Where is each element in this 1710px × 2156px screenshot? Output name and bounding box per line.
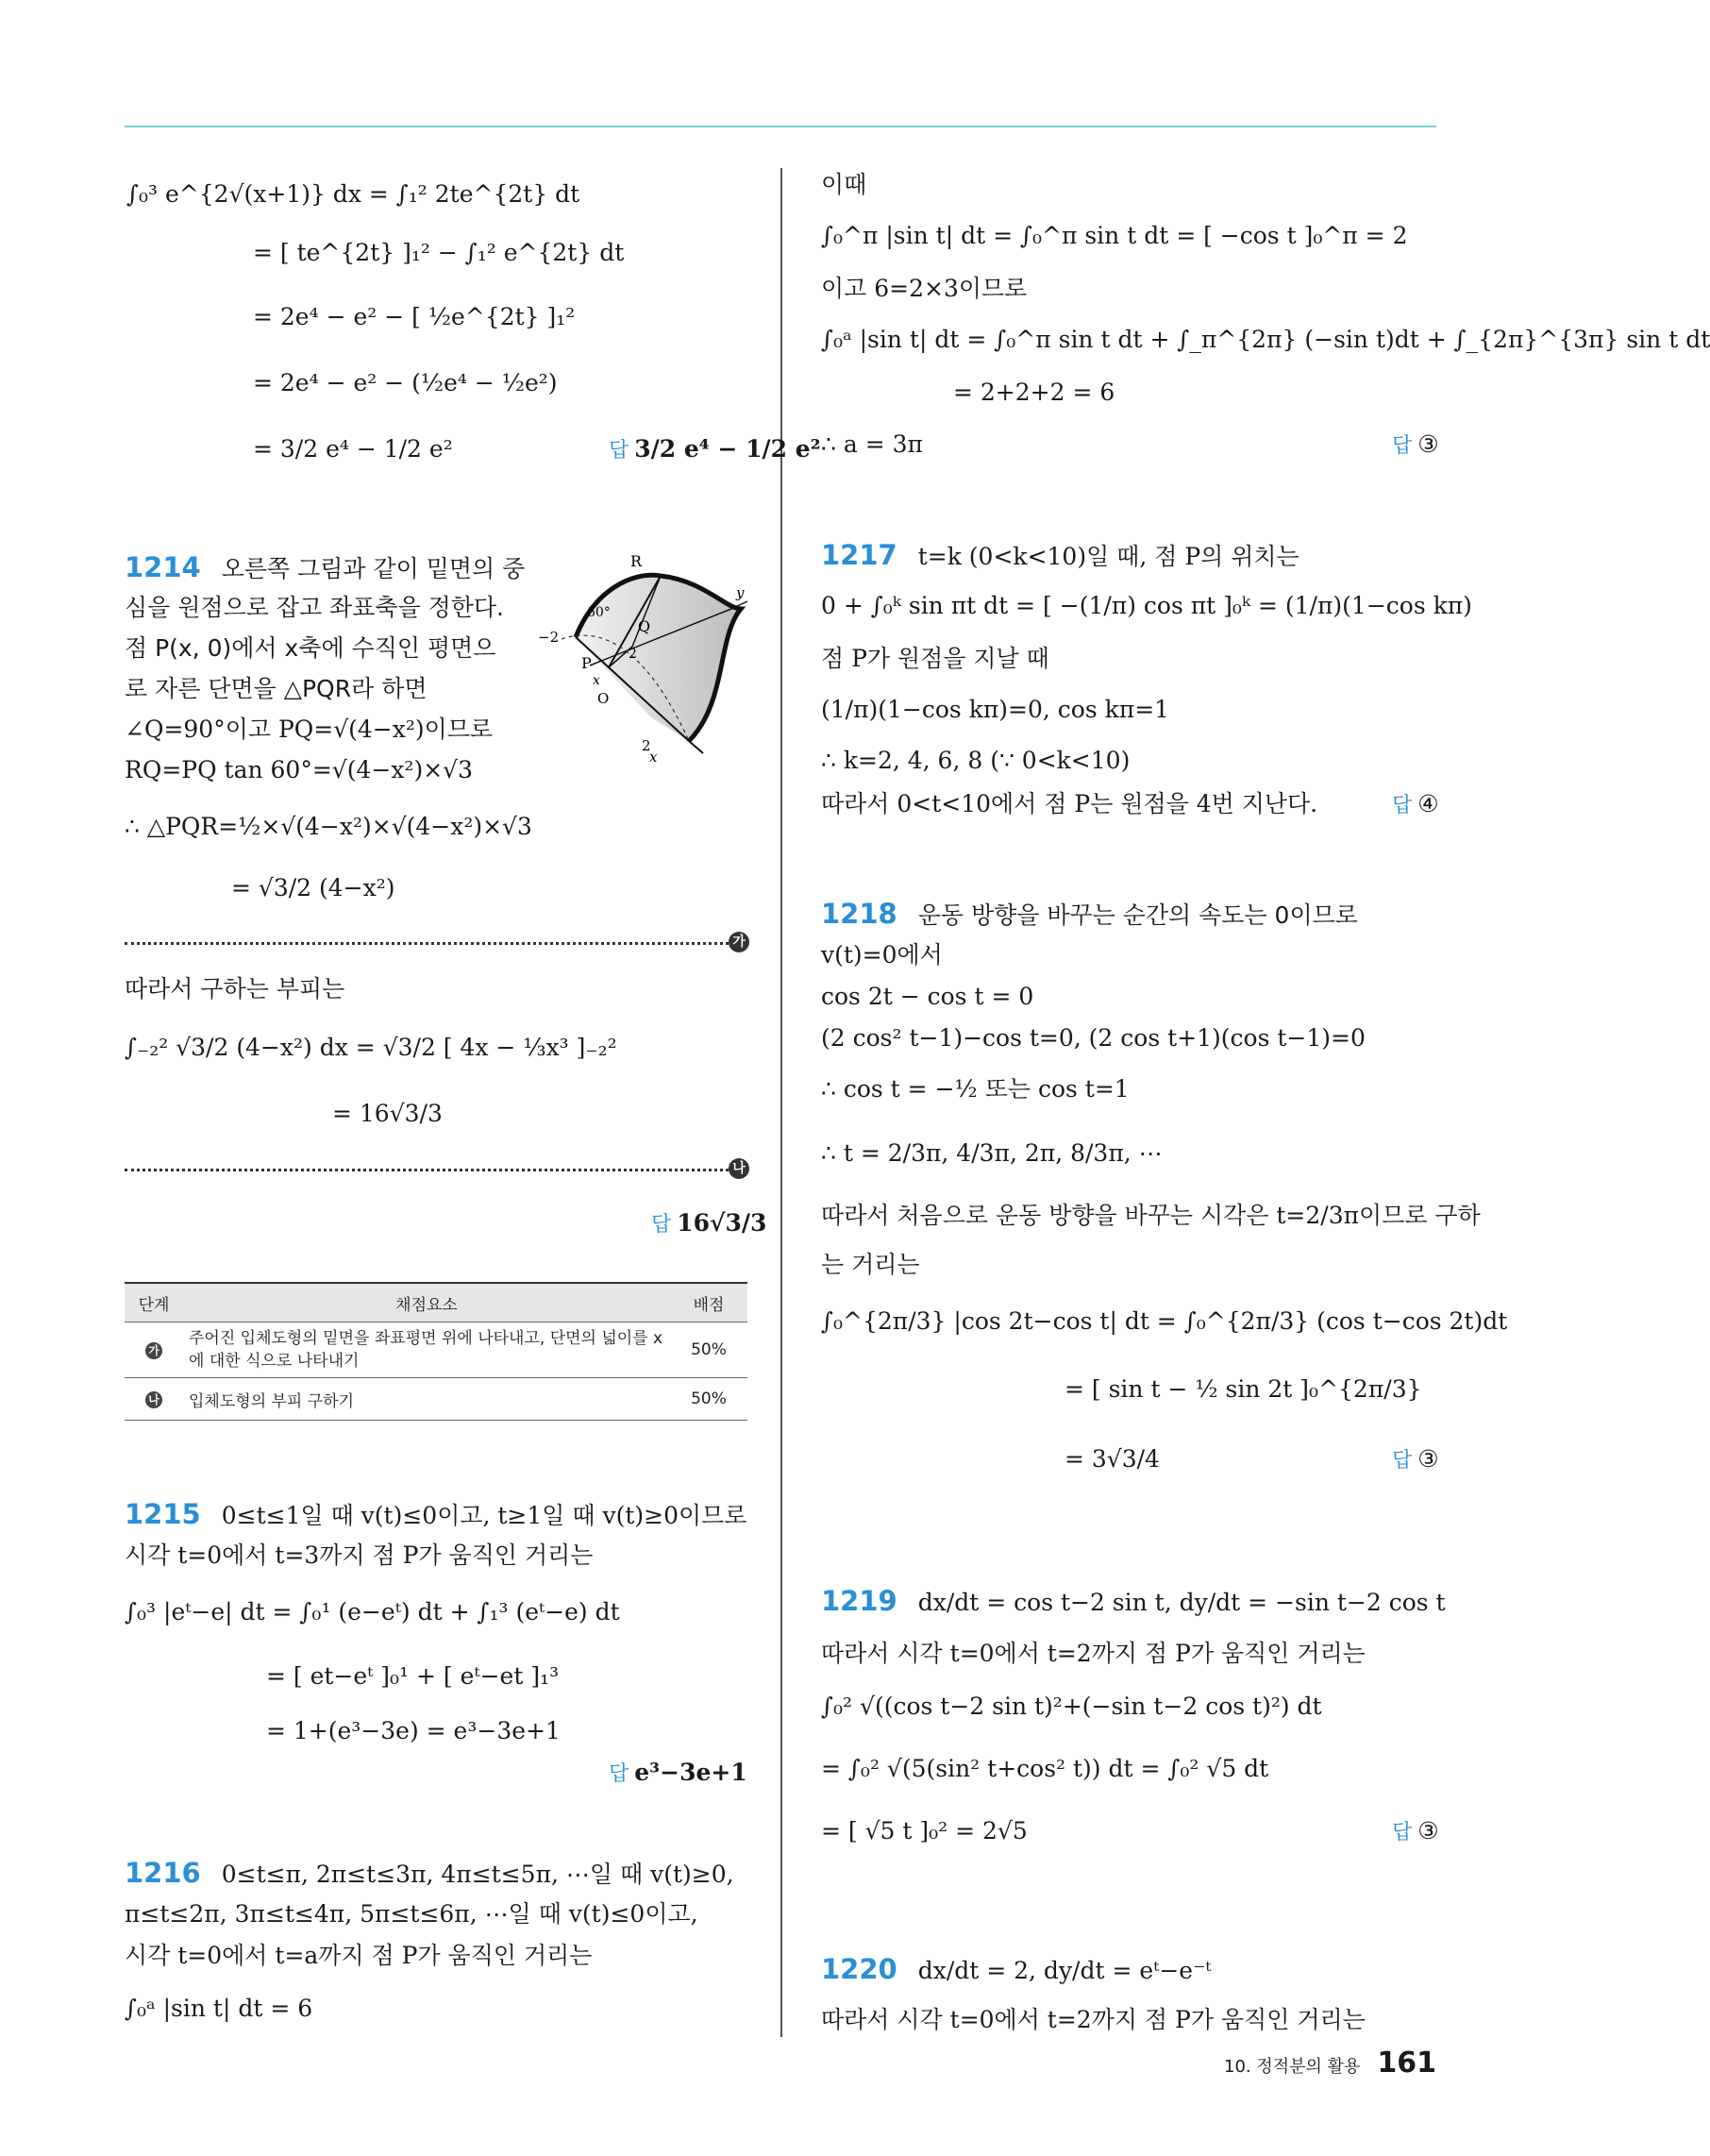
p1219-line-1: dx/dt = cos t−2 sin t, dy/dt = −sin t−2 cos t	[917, 1589, 1446, 1616]
p1218-line-5: ∴ cos t = −½ 또는 cos t=1	[821, 1075, 1130, 1103]
p1217-line-3: 점 P가 원점을 지날 때	[821, 645, 1049, 672]
answer-label: 답	[1392, 434, 1413, 458]
fig-label-x-axis: x	[649, 749, 658, 766]
row-step-cell	[125, 1378, 183, 1421]
p1218-line-10: = [ sin t − ½ sin 2t ]₀^{2π/3}	[1065, 1375, 1422, 1403]
fig-label-q: Q	[638, 617, 651, 635]
p1217-line-2: 0 + ∫₀ᵏ sin πt dt = [ −(1/π) cos πt ]₀ᵏ = (1/π)(1−cos kπ)	[821, 592, 1472, 619]
p1217-line-1: t=k (0<k<10)일 때, 점 P의 위치는	[917, 543, 1299, 570]
p1214-solid-figure	[538, 552, 750, 765]
p1218-line-8: 는 거리는	[821, 1251, 920, 1278]
p1214-line-3: 점 P(x, 0)에서 x축에 수직인 평면으	[125, 634, 496, 662]
p1216b-line-2: ∫₀^π |sin t| dt = ∫₀^π sin t dt = [ −cos t ]₀^π = 2	[821, 222, 1408, 249]
p1219-line-2: 따라서 시각 t=0에서 t=2까지 점 P가 움직인 거리는	[821, 1640, 1366, 1667]
top-rule	[125, 126, 1436, 127]
row-step-cell	[125, 1322, 183, 1378]
p1214-line-2: 심을 원점으로 잡고 좌표축을 정한다.	[125, 594, 504, 621]
fig-label-minus2: −2	[538, 629, 560, 646]
p1214-line-11: = 16√3/3	[332, 1100, 443, 1127]
p1218-line-7: 따라서 처음으로 운동 방향을 바꾸는 시각은 t=2/3π이므로 구하	[821, 1202, 1481, 1229]
row-step-badge: 나	[145, 1391, 162, 1408]
p1213-line-2: = [ te^{2t} ]₁² − ∫₁² e^{2t} dt	[253, 239, 625, 266]
marker-a-badge: 가	[729, 932, 749, 952]
p1215-line-2: 시각 t=0에서 t=3까지 점 P가 움직인 거리는	[125, 1541, 594, 1569]
p1220-first-line	[821, 1954, 1211, 1986]
p1218-line-1: 운동 방향을 바꾸는 순간의 속도는 0이므로	[917, 901, 1358, 929]
header-step: 단계	[125, 1283, 183, 1322]
p1220-line-2: 따라서 시각 t=0에서 t=2까지 점 P가 움직인 거리는	[821, 2006, 1366, 2033]
p1216b-line-5: = 2+2+2 = 6	[953, 379, 1115, 406]
p1217-line-4: (1/π)(1−cos kπ)=0, cos kπ=1	[821, 696, 1170, 723]
fig-label-60deg: 60°	[587, 605, 611, 620]
p1216-line-1: 0≤t≤π, 2π≤t≤3π, 4π≤t≤5π, ⋯일 때 v(t)≥0,	[221, 1861, 734, 1888]
dotted-separator-a	[125, 942, 729, 945]
scoring-table	[125, 1282, 747, 1421]
p1218-answer-value: ③	[1417, 1445, 1439, 1473]
fig-label-p: P	[581, 654, 592, 672]
p1217-first-line	[821, 540, 1299, 572]
p1216b-line-1: 이때	[821, 171, 867, 198]
p1216-number: 1216	[125, 1857, 201, 1889]
p1216b-line-4: ∫₀ᵃ |sin t| dt = ∫₀^π sin t dt + ∫_π^{2π} (−sin t)dt + ∫_{2π}^{3π} sin t dt	[821, 326, 1710, 353]
p1214-line-7: ∴ △PQR=½×√(4−x²)×√(4−x²)×√3	[125, 813, 532, 840]
scoring-table-header	[125, 1283, 747, 1322]
p1219-number: 1219	[821, 1585, 897, 1617]
p1215-line-3: ∫₀³ |eᵗ−e| dt = ∫₀¹ (e−eᵗ) dt + ∫₁³ (eᵗ−e) dt	[125, 1598, 620, 1625]
p1217-line-5: ∴ k=2, 4, 6, 8 (∵ 0<k<10)	[821, 747, 1131, 774]
p1216-answer-value: ③	[1417, 430, 1439, 458]
p1217-answer	[1392, 789, 1439, 821]
p1214-answer-value: 16√3/3	[677, 1209, 767, 1237]
p1219-line-4: = ∫₀² √(5(sin² t+cos² t)) dt = ∫₀² √5 dt	[821, 1755, 1269, 1782]
p1216-line-4: ∫₀ᵃ |sin t| dt = 6	[125, 1995, 313, 2022]
table-row	[125, 1322, 747, 1378]
p1213-line-5: = 3/2 e⁴ − 1/2 e²	[253, 435, 453, 463]
p1216b-line-3: 이고 6=2×3이므로	[821, 275, 1028, 302]
p1218-answer	[1392, 1444, 1439, 1476]
p1218-line-9: ∫₀^{2π/3} |cos 2t−cos t| dt = ∫₀^{2π/3} (cos t−cos 2t)dt	[821, 1307, 1508, 1335]
p1215-line-5: = 1+(e³−3e) = e³−3e+1	[266, 1717, 561, 1744]
answer-label: 답	[1392, 794, 1413, 817]
header-item: 채점요소	[183, 1283, 670, 1322]
p1218-line-11: = 3√3/4	[1065, 1445, 1160, 1473]
p1218-line-4: (2 cos² t−1)−cos t=0, (2 cos t+1)(cos t−1)=0	[821, 1024, 1366, 1052]
p1214-number: 1214	[125, 551, 201, 583]
p1220-line-1: dx/dt = 2, dy/dt = eᵗ−e⁻ᵗ	[917, 1957, 1212, 1984]
row-points-cell: 50%	[670, 1378, 747, 1421]
answer-label: 답	[651, 1213, 672, 1237]
p1214-line-1: 오른쪽 그림과 같이 밑면의 중	[221, 555, 526, 582]
p1215-first-line	[125, 1499, 746, 1531]
p1214-line-10: ∫₋₂² √3/2 (4−x²) dx = √3/2 [ 4x − ⅓x³ ]₋₂²	[125, 1034, 617, 1061]
fig-label-2-mid: 2	[629, 647, 637, 662]
fig-label-r: R	[630, 552, 643, 570]
p1216-line-2: π≤t≤2π, 3π≤t≤4π, 5π≤t≤6π, ⋯일 때 v(t)≤0이고,	[125, 1900, 698, 1928]
fig-label-o: O	[597, 690, 610, 707]
p1214-first-line	[125, 552, 525, 584]
p1214-line-6: RQ=PQ tan 60°=√(4−x²)×√3	[125, 756, 473, 783]
p1216-answer	[1392, 430, 1439, 462]
row-step-badge: 가	[145, 1342, 162, 1359]
marker-b-badge: 나	[729, 1158, 749, 1179]
header-points: 배점	[670, 1283, 747, 1322]
p1216-first-line	[125, 1858, 734, 1890]
page-footer	[1224, 2047, 1436, 2080]
answer-label: 답	[609, 1762, 629, 1786]
answer-label: 답	[609, 439, 629, 463]
p1214-line-4: 로 자른 단면을 △PQR라 하면	[125, 675, 428, 702]
fig-label-x-small: x	[593, 673, 600, 688]
row-item-cell: 입체도형의 부피 구하기	[183, 1378, 670, 1421]
p1219-answer-value: ③	[1417, 1817, 1439, 1844]
fig-label-2-bottom: 2	[642, 737, 651, 754]
table-row	[125, 1378, 747, 1421]
p1220-number: 1220	[821, 1953, 897, 1985]
p1219-line-3: ∫₀² √((cos t−2 sin t)²+(−sin t−2 cos t)²) dt	[821, 1693, 1322, 1720]
p1215-line-4: = [ et−eᵗ ]₀¹ + [ eᵗ−et ]₁³	[266, 1662, 560, 1690]
p1218-line-6: ∴ t = 2/3π, 4/3π, 2π, 8/3π, ⋯	[821, 1139, 1163, 1167]
p1215-answer	[609, 1758, 747, 1790]
p1214-line-8: = √3/2 (4−x²)	[231, 874, 395, 901]
x-axis-arrow	[689, 741, 703, 753]
p1218-number: 1218	[821, 898, 897, 930]
p1213-line-1: ∫₀³ e^{2√(x+1)} dx = ∫₁² 2te^{2t} dt	[126, 180, 580, 208]
row-points-cell: 50%	[670, 1322, 747, 1378]
p1213-answer	[609, 434, 821, 466]
p1214-line-9: 따라서 구하는 부피는	[125, 975, 345, 1002]
p1217-line-6: 따라서 0<t<10에서 점 P는 원점을 4번 지난다.	[821, 790, 1318, 817]
dotted-separator-b	[125, 1169, 729, 1171]
p1215-line-1: 0≤t≤1일 때 v(t)≤0이고, t≥1일 때 v(t)≥0이므로	[221, 1502, 747, 1529]
p1217-answer-value: ④	[1417, 790, 1439, 817]
p1219-answer	[1392, 1816, 1439, 1848]
p1214-answer	[651, 1208, 766, 1240]
p1219-line-5: = [ √5 t ]₀² = 2√5	[821, 1817, 1028, 1844]
p1218-first-line	[821, 899, 1358, 931]
p1213-line-4: = 2e⁴ − e² − (½e⁴ − ½e²)	[253, 369, 558, 396]
p1218-line-2: v(t)=0에서	[821, 941, 943, 969]
p1219-first-line	[821, 1586, 1446, 1618]
answer-label: 답	[1392, 1449, 1413, 1473]
p1213-answer-value: 3/2 e⁴ − 1/2 e²	[634, 435, 821, 463]
p1217-number: 1217	[821, 539, 897, 571]
row-item-cell: 주어진 입체도형의 밑면을 좌표평면 위에 나타내고, 단면의 넓이를 x에 대한 식으로 나타내기	[183, 1322, 670, 1378]
fig-label-y: y	[736, 584, 745, 601]
p1215-number: 1215	[125, 1498, 201, 1530]
p1214-line-5: ∠Q=90°이고 PQ=√(4−x²)이므로	[125, 716, 494, 743]
p1218-line-3: cos 2t − cos t = 0	[821, 983, 1034, 1010]
p1216-line-3: 시각 t=0에서 t=a까지 점 P가 움직인 거리는	[125, 1942, 593, 1969]
page-number: 161	[1377, 2047, 1436, 2080]
chapter-title: 10. 정적분의 활용	[1224, 2057, 1361, 2077]
p1213-line-3: = 2e⁴ − e² − [ ½e^{2t} ]₁²	[253, 303, 576, 330]
p1216b-line-6: ∴ a = 3π	[821, 430, 923, 458]
answer-label: 답	[1392, 1821, 1413, 1844]
p1215-answer-value: e³−3e+1	[634, 1759, 747, 1786]
